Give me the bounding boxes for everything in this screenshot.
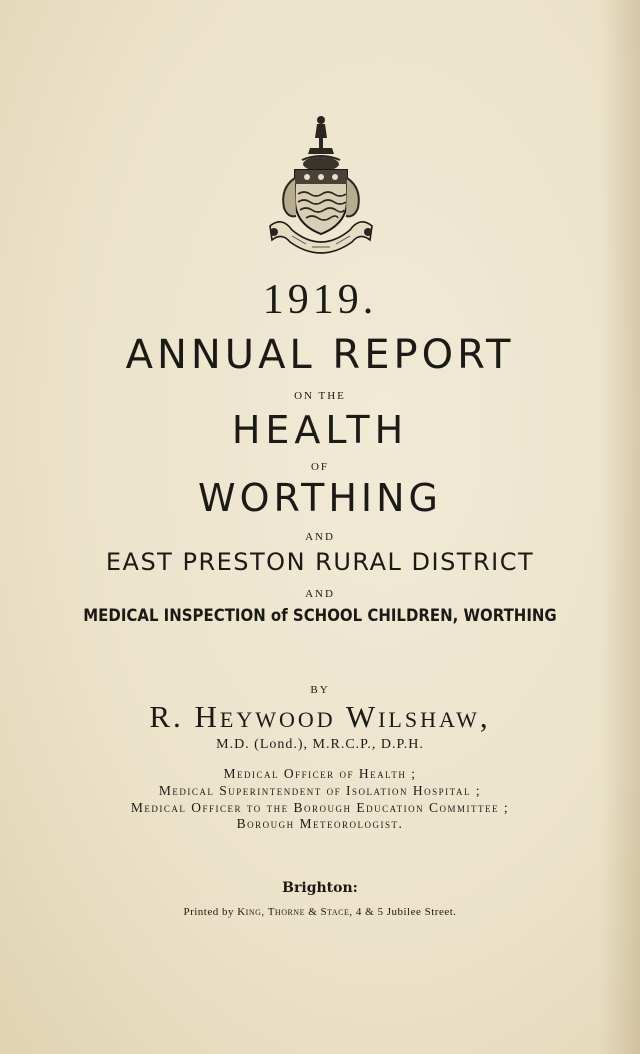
town-name: WORTHING — [198, 476, 442, 520]
publication-place: Brighton: — [282, 880, 358, 896]
printer-name: King, Thorne & Stace, — [237, 906, 353, 918]
printer-line — [0, 906, 640, 918]
connector-and-1: AND — [305, 531, 335, 543]
inspection-title: MEDICAL INSPECTION of SCHOOL CHILDREN, WORTHING — [83, 606, 557, 626]
author-title-4: Borough Meteorologist. — [236, 816, 404, 831]
report-heading: ANNUAL REPORT — [125, 332, 515, 378]
author-title-2: Medical Superintendent of Isolation Hospital ; — [158, 783, 482, 798]
author-qualifications: M.D. (Lond.), M.R.C.P., D.P.H. — [216, 737, 424, 752]
connector-by: BY — [310, 684, 330, 696]
printer-prefix: Printed by — [183, 906, 238, 918]
connector-on-the: ON THE — [294, 390, 346, 402]
connector-of: OF — [310, 461, 330, 473]
author-title-3: Medical Officer to the Borough Education Committee ; — [130, 800, 510, 815]
report-subject: HEALTH — [231, 408, 409, 452]
report-year: 1919. — [262, 277, 378, 323]
author-name: R. Heywood Wilshaw, — [149, 699, 491, 734]
author-title-1: Medical Officer of Health ; — [223, 766, 417, 781]
coat-of-arms-crest — [262, 108, 380, 258]
printer-address: 4 & 5 Jubilee Street. — [352, 906, 457, 918]
district-name: EAST PRESTON RURAL DISTRICT — [105, 548, 535, 576]
connector-and-2: AND — [305, 588, 335, 600]
